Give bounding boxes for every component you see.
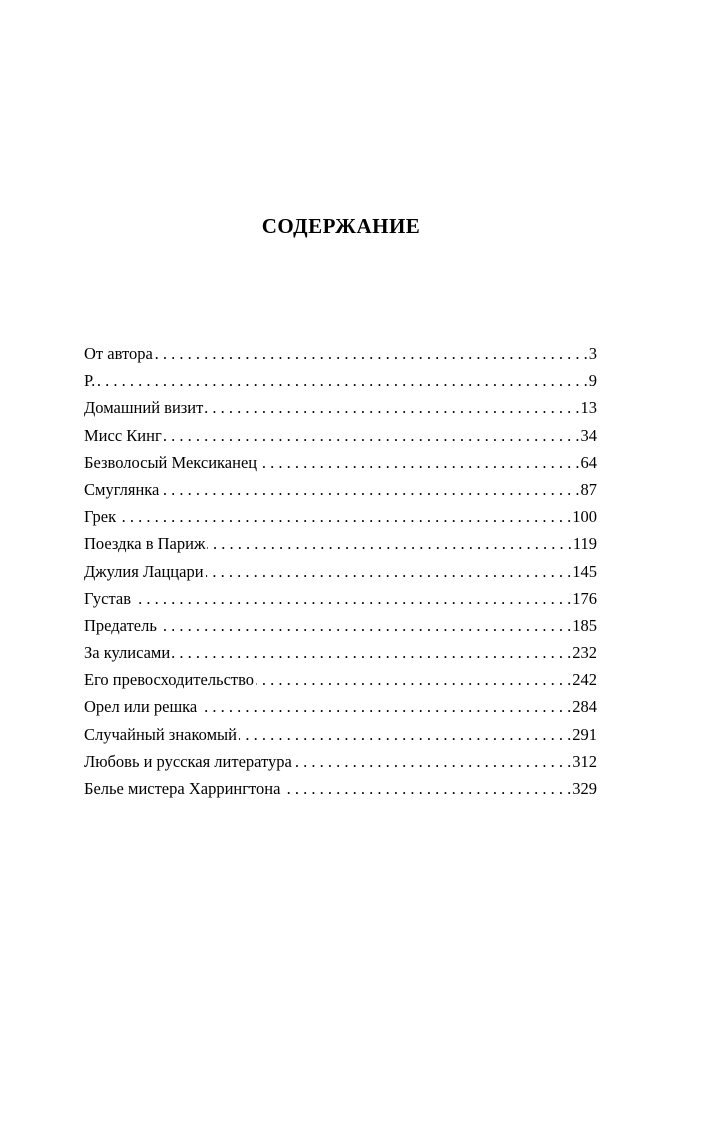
dot-leader [155,340,588,367]
toc-entry-page: 34 [580,425,597,445]
toc-entry-page: 312 [572,751,597,771]
toc-entry-page: 329 [572,779,597,798]
page-title: СОДЕРЖАНИЕ [261,214,421,238]
dot-leader [206,558,572,585]
toc-entry-title: Домашний визит [84,398,204,418]
toc-entry-page: 291 [572,724,597,744]
dot-leader [199,693,571,720]
toc-entry-page: 145 [572,561,597,581]
dot-leader [239,721,571,748]
toc-entry-title: Мисс Кинг [84,425,162,445]
toc-entry [84,503,597,530]
toc-entry [84,394,597,421]
toc-entry-page: 185 [572,615,597,635]
dot-leader [205,394,579,421]
toc-entry-title: Поездка в Париж [84,534,206,554]
toc-entry-page: 100 [572,507,597,527]
dot-leader [282,775,571,802]
toc-entry-page: 87 [580,479,597,499]
toc-entry [84,666,597,693]
toc-entry-title: Густав [84,588,132,608]
dot-leader [159,612,571,639]
dot-leader [133,585,571,612]
toc-entry [84,775,597,802]
toc-entry [84,476,597,503]
toc-entry-title: За кулисами [84,643,171,663]
toc-entry-title: Безволосый Мексиканец [84,452,258,472]
toc-entry-page: 64 [580,452,597,472]
toc-entry-page: 3 [588,344,597,363]
toc-entry [84,748,597,775]
toc-entry-title: Предатель [84,615,157,635]
table-of-contents [84,340,597,802]
dot-leader [256,666,571,693]
toc-entry-title: Случайный знакомый [84,724,237,744]
toc-entry-page: 242 [572,670,597,690]
toc-entry-title: Белье мистера Харрингтона [84,779,281,798]
dot-leader [207,530,572,557]
toc-entry [84,367,597,394]
toc-entry [84,721,597,748]
toc-entry-title: Грек [84,507,117,527]
toc-entry-page: 284 [572,697,597,717]
dot-leader [164,422,580,449]
toc-entry-title: Р. [84,371,96,391]
dot-leader [97,367,588,394]
toc-entry-page: 232 [572,643,597,663]
toc-entry-page: 176 [572,588,597,608]
toc-entry-page: 119 [572,534,597,554]
dot-leader [259,449,579,476]
toc-entry-title: Орел или решка [84,697,198,717]
toc-entry-title: Его превосходительство [84,670,255,690]
toc-entry [84,449,597,476]
toc-entry [84,340,597,367]
toc-entry [84,422,597,449]
dot-leader [161,476,579,503]
toc-entry-title: Смуглянка [84,479,160,499]
toc-entry-title: Любовь и русская литература [84,751,292,771]
dot-leader [172,639,571,666]
toc-entry [84,585,597,612]
toc-entry [84,693,597,720]
toc-entry-page: 9 [588,371,597,391]
dot-leader [294,748,571,775]
toc-entry [84,639,597,666]
toc-entry [84,558,597,585]
toc-entry [84,530,597,557]
toc-entry [84,612,597,639]
toc-entry-title: От автора [84,344,153,363]
dot-leader [118,503,571,530]
toc-entry-title: Джулия Лаццари [84,561,204,581]
toc-entry-page: 13 [580,398,597,418]
